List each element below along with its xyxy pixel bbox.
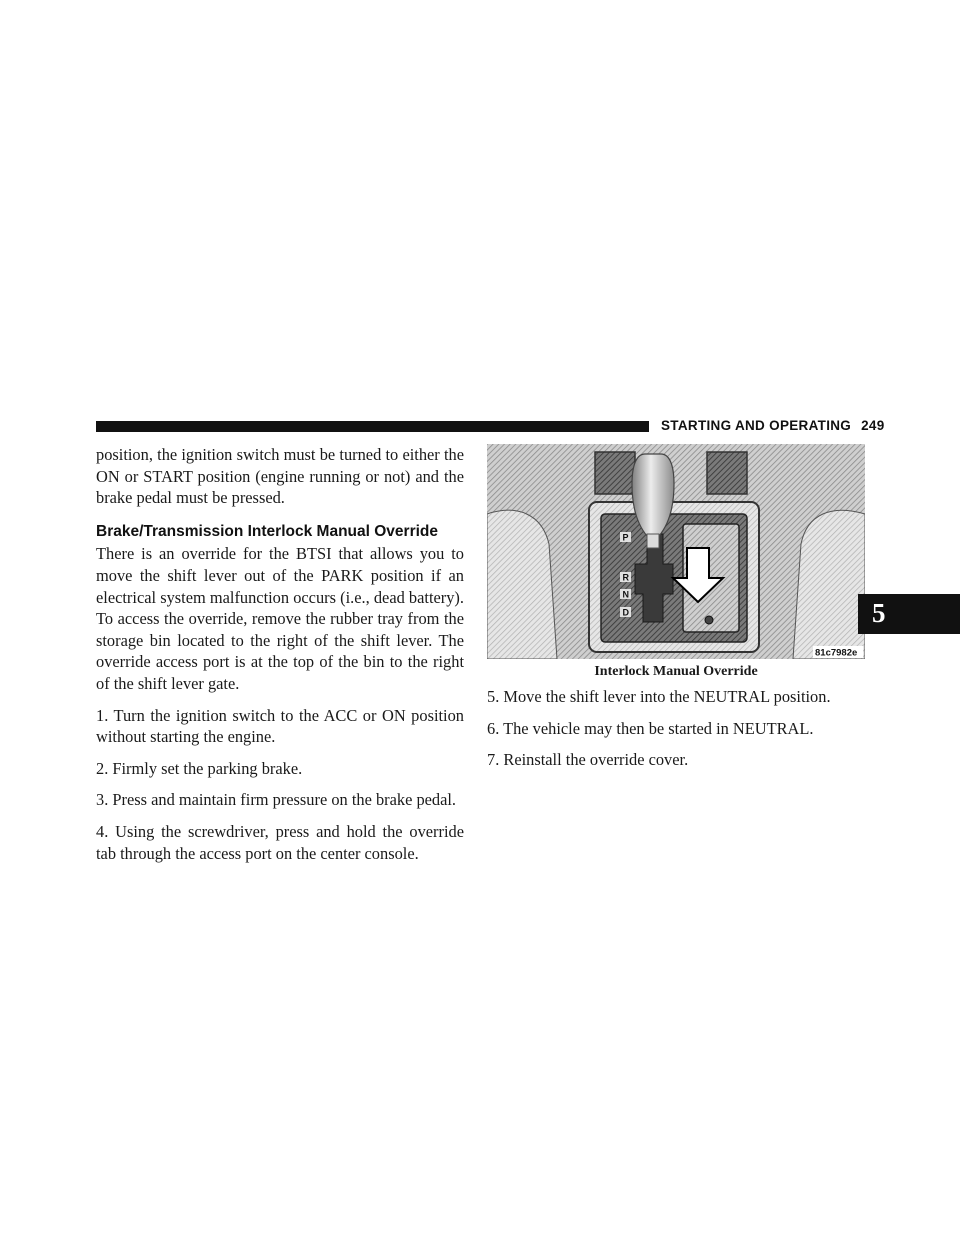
running-header xyxy=(661,418,885,433)
gear-label-p: P xyxy=(622,532,629,543)
body-paragraph: There is an override for the BTSI that allows you to move the shift lever out of the PARK position if an electrical system malfunction occurs (i.e., dead battery). To access the override, remove the rubber tray from the storage bin located to the right of the shift lever. The override access port is at the top of the bin to the right of the shift lever gate. xyxy=(96,544,464,693)
left-column xyxy=(96,444,464,864)
step-4: 4. Using the screwdriver, press and hold the override tab through the access port on the center console. xyxy=(96,821,464,863)
step-7: 7. Reinstall the override cover. xyxy=(487,750,689,770)
step-3: 3. Press and maintain firm pressure on the brake pedal. xyxy=(96,790,457,810)
step-6: 6. The vehicle may then be started in NEUTRAL. xyxy=(487,718,814,738)
intro-paragraph: position, the ignition switch must be turned to either the ON or START position (engine running or not) and the brake pedal must be pressed. xyxy=(96,445,464,508)
gear-label-n: N xyxy=(622,589,629,600)
step-5: 5. Move the shift lever into the NEUTRAL position. xyxy=(487,687,831,706)
interlock-figure xyxy=(487,444,865,659)
figure-caption: Interlock Manual Override xyxy=(594,664,758,679)
step-1: 1. Turn the ignition switch to the ACC or ON position without starting the engine. xyxy=(96,705,464,747)
gear-label-d: D xyxy=(622,607,629,618)
step-2: 2. Firmly set the parking brake. xyxy=(96,758,303,778)
section-heading: Brake/Transmission Interlock Manual Override xyxy=(96,522,438,540)
figure-code: 81c7982e xyxy=(815,647,858,659)
gear-label-r: R xyxy=(622,572,629,583)
section-title: STARTING AND OPERATING xyxy=(661,418,852,433)
page-number: 249 xyxy=(861,418,885,433)
header-rule xyxy=(96,421,649,432)
right-column xyxy=(487,686,867,771)
chapter-tab xyxy=(858,594,960,634)
chapter-number: 5 xyxy=(872,598,886,628)
